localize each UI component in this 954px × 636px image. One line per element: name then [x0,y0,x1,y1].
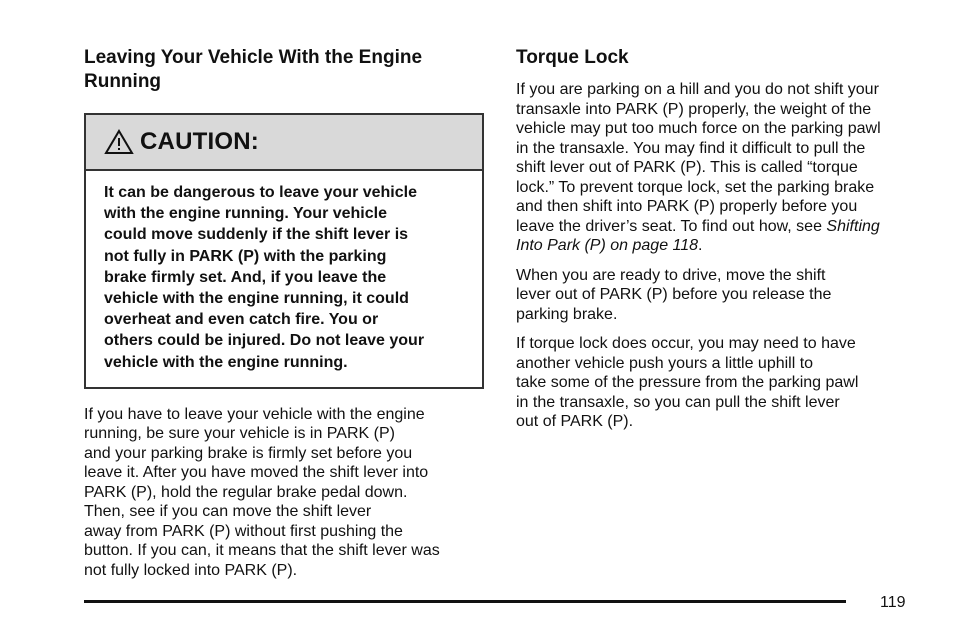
paragraph-line: parking brake. [516,305,618,323]
caution-line: could move suddenly if the shift lever is [104,226,409,244]
heading-line: Running [84,71,162,92]
caution-text [86,171,482,387]
paragraph-line: away from PARK (P) without first pushing the [84,522,403,540]
paragraph-line: If torque lock does occur, you may need to have [516,335,856,352]
paragraph-line: in the transaxle, so you can pull the shift lever [516,393,840,411]
page-number: 119 [880,594,906,611]
paragraph-line: and your parking brake is firmly set before you [84,444,413,462]
caution-box [84,113,484,389]
paragraph-line-with-ref [516,236,920,256]
caution-header [86,115,482,171]
paragraph-line: in the transaxle. You may find it difficult to pull the [516,139,866,157]
left-column [84,46,488,580]
paragraph-line: transaxle into PARK (P) properly, the weight of the [516,100,872,118]
paragraph-line: lock.” To prevent torque lock, set the parking brake [516,178,875,196]
torque-lock-paragraph-2 [516,266,920,325]
page-reference-link[interactable]: Shifting [826,217,880,235]
section-heading-leaving-vehicle [84,46,488,94]
paragraph-line: When you are ready to drive, move the shift [516,266,826,284]
leaving-vehicle-paragraph [84,405,488,581]
footer-rule [84,600,846,603]
torque-lock-paragraph-1 [516,80,920,256]
caution-line: others could be injured. Do not leave your [104,332,425,350]
caution-line: vehicle with the engine running, it could [104,290,409,308]
page-reference-link[interactable]: Into Park (P) on page 118 [516,237,699,254]
paragraph-end: . [698,237,703,254]
right-column [516,46,920,432]
caution-line: overheat and even catch fire. You or [104,311,379,329]
paragraph-line: vehicle may put too much force on the parking pawl [516,120,881,137]
caution-line: vehicle with the engine running. [104,353,348,371]
warning-triangle-icon [104,129,134,155]
section-heading-torque-lock: Torque Lock [516,47,629,68]
paragraph-line: leave it. After you have moved the shift lever into [84,464,429,482]
caution-line: with the engine running. Your vehicle [104,205,387,223]
paragraph-line: not fully locked into PARK (P). [84,561,298,579]
caution-line: It can be dangerous to leave your vehicle [104,184,417,201]
heading-line: Leaving Your Vehicle With the Engine [84,47,423,68]
paragraph-line: running, be sure your vehicle is in PARK (P) [84,425,395,443]
paragraph-line: lever out of PARK (P) before you release the [516,286,832,303]
paragraph-line: and then shift into PARK (P) properly before you [516,198,858,215]
paragraph-line: If you have to leave your vehicle with the engine [84,405,425,423]
paragraph-line: PARK (P), hold the regular brake pedal down. [84,483,408,501]
paragraph-line: Then, see if you can move the shift lever [84,503,372,521]
caution-line: brake firmly set. And, if you leave the [104,268,387,286]
paragraph-line: out of PARK (P). [516,413,634,430]
paragraph-line: take some of the pressure from the parking pawl [516,374,859,391]
paragraph-line: shift lever out of PARK (P). This is called “torque [516,159,858,176]
paragraph-line-text: leave the driver’s seat. To find out how, see [516,217,827,235]
caution-line: not fully in PARK (P) with the parking [104,247,387,265]
caution-title: CAUTION: [140,128,259,155]
paragraph-line: button. If you can, it means that the shift lever was [84,542,440,560]
paragraph-line: If you are parking on a hill and you do not shift your [516,81,879,98]
paragraph-line: another vehicle push yours a little uphill to [516,354,814,372]
paragraph-line-with-ref [516,217,920,237]
torque-lock-paragraph-3 [516,334,920,432]
